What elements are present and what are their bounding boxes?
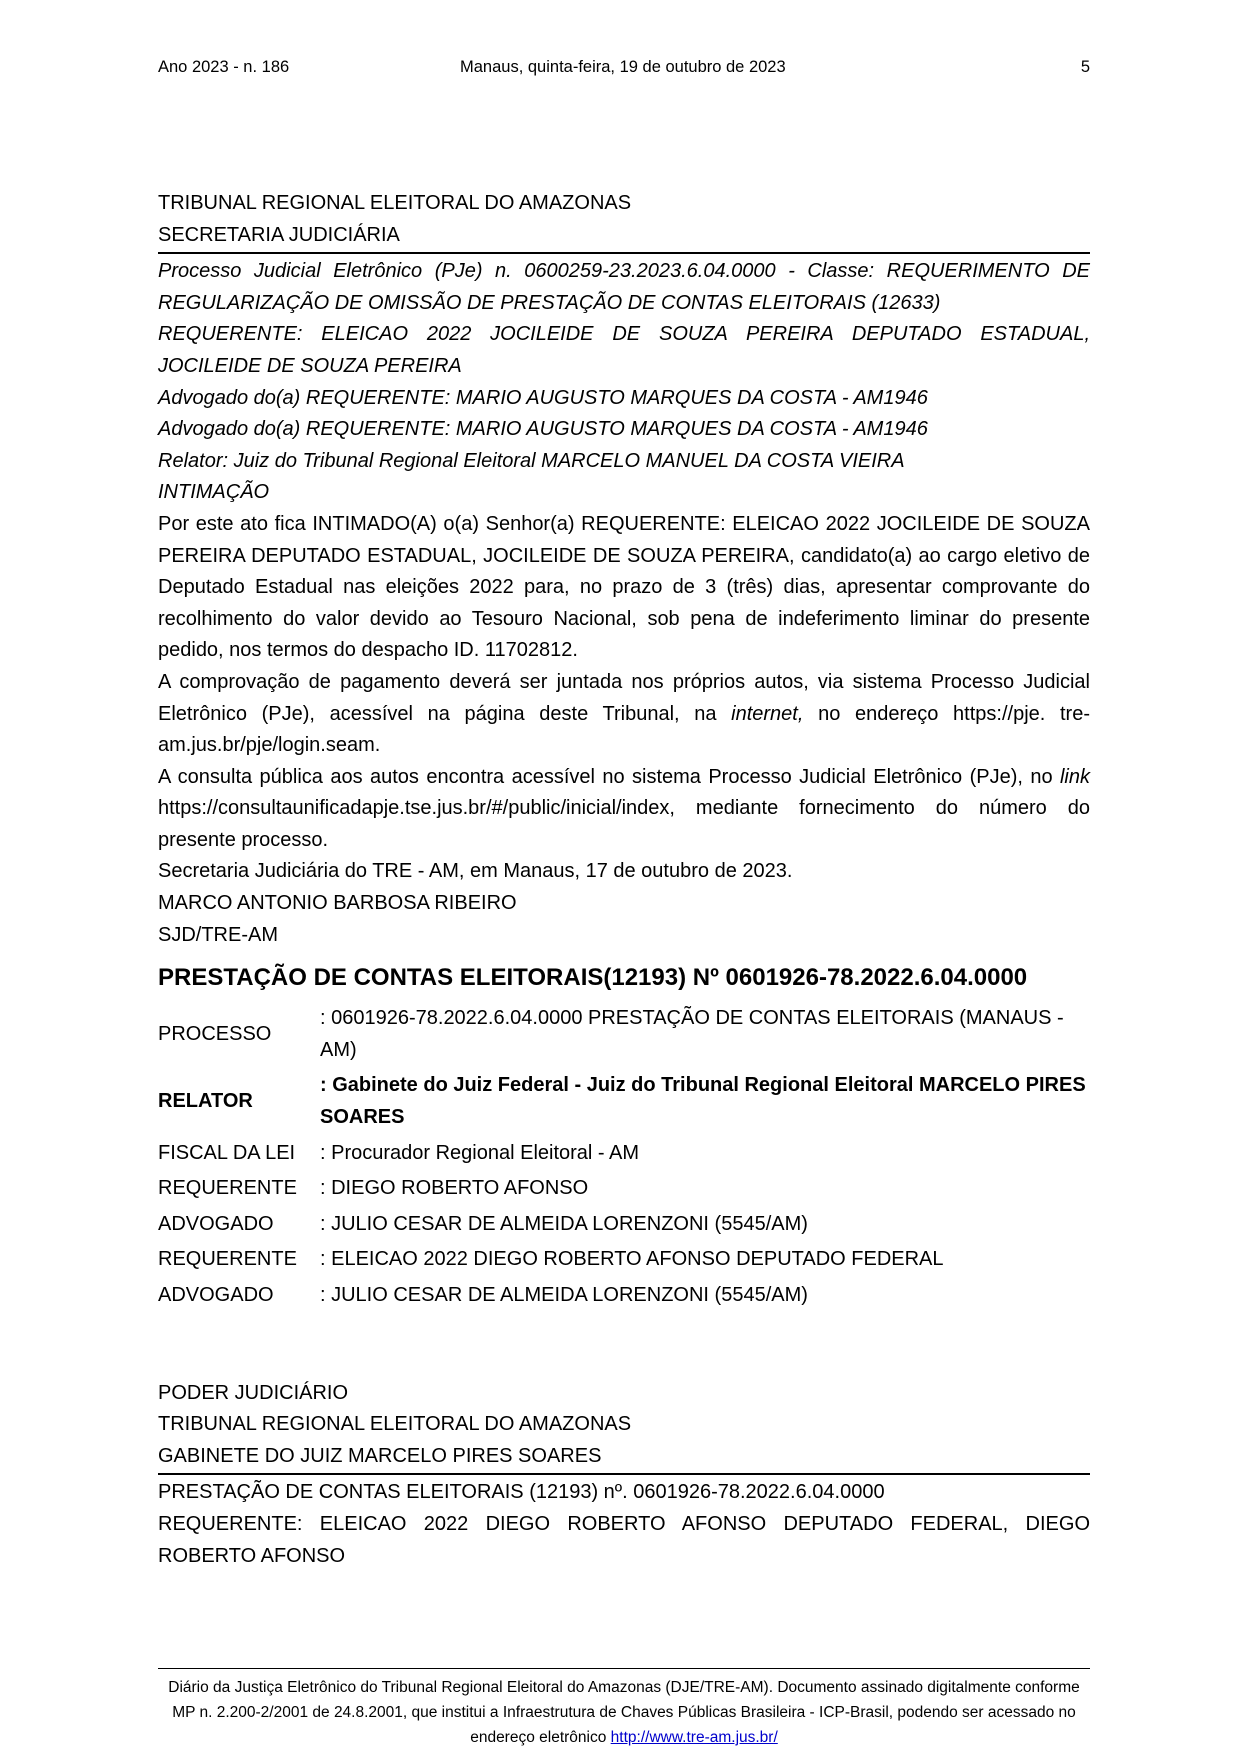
row-value: : ELEICAO 2022 DIEGO ROBERTO AFONSO DEPUTADO FEDERAL <box>320 1248 944 1271</box>
row-key: ADVOGADO <box>158 1212 274 1235</box>
signatory-name: MARCO ANTONIO BARBOSA RIBEIRO <box>158 892 517 915</box>
process-heading: Processo Judicial Eletrônico (PJe) n. 0600259-23.2023.6.04.0000 - Classe: REQUERIMENTO DE REGULARIZAÇÃO DE OMISSÃO DE PRESTAÇÃO DE CONTAS ELEITORAIS (12633) <box>158 260 1090 314</box>
row-value: : JULIO CESAR DE ALMEIDA LORENZONI (5545/AM) <box>320 1284 808 1306</box>
table-row <box>158 1209 1090 1245</box>
payment-paragraph: A comprovação de pagamento deverá ser juntada nos próprios autos, via sistema Processo Judicial Eletrônico (PJe), acessível na página deste Tribunal, na internet, no endereço https://pje. tre-am.jus.br/pje/login.seam. <box>158 670 1090 757</box>
row-key: REQUERENTE <box>158 1177 297 1200</box>
issue-date: Manaus, quinta-feira, 19 de outubro de 2023 <box>460 58 786 76</box>
org-line: TRIBUNAL REGIONAL ELEITORAL DO AMAZONAS <box>158 192 632 214</box>
row-value: : Procurador Regional Eleitoral - AM <box>320 1141 640 1164</box>
section-divider <box>158 1473 1090 1475</box>
page-number: 5 <box>1080 58 1090 76</box>
advogado-line: Advogado do(a) REQUERENTE: MARIO AUGUSTO MARQUES DA COSTA - AM1946 <box>158 418 928 441</box>
section-title: PRESTAÇÃO DE CONTAS ELEITORAIS(12193) Nº 0601926-78.2022.6.04.0000 <box>158 964 1028 992</box>
table-row <box>158 1003 1090 1070</box>
footer-link[interactable]: http://www.tre-am.jus.br/ <box>610 1729 778 1746</box>
table-row <box>158 1173 1090 1209</box>
requerente-line: REQUERENTE: ELEICAO 2022 DIEGO ROBERTO AFONSO DEPUTADO FEDERAL, DIEGO ROBERTO AFONSO <box>158 1512 1090 1567</box>
page-content <box>158 188 1090 1572</box>
row-value: : JULIO CESAR DE ALMEIDA LORENZONI (5545/AM) <box>320 1212 808 1235</box>
footer-text: Diário da Justiça Eletrônico do Tribunal Regional Eleitoral do Amazonas (DJE/TRE-AM). Documento assinado digitalmente conforme MP n. 2.200-2/2001 de 24.8.2001, que institui a Infraestrutura de Chaves Públicas Brasileira - ICP-Brasil, podendo ser acessado no endereço eletrônico <box>168 1679 1080 1746</box>
org-line: PODER JUDICIÁRIO <box>158 1381 349 1404</box>
page-footer <box>158 1668 1090 1750</box>
org-line: GABINETE DO JUIZ MARCELO PIRES SOARES <box>158 1444 602 1467</box>
table-row <box>158 1070 1090 1137</box>
advogado-line: Advogado do(a) REQUERENTE: MARIO AUGUSTO MARQUES DA COSTA - AM1946 <box>158 386 928 409</box>
intimation-paragraph: Por este ato fica INTIMADO(A) o(a) Senhor(a) REQUERENTE: ELEICAO 2022 JOCILEIDE DE SOUZA PEREIRA DEPUTADO ESTADUAL, JOCILEIDE DE SOUZA PEREIRA, candidato(a) ao cargo eletivo de Deputado Estadual nas eleições 2022 para, no prazo de 3 (três) dias, apresentar comprovante do recolhimento do valor devido ao Tesouro Nacional, sob pena de indeferimento liminar do presente pedido, nos termos do despacho ID. 11702812. <box>158 512 1090 662</box>
table-row <box>158 1138 1090 1174</box>
row-key: PROCESSO <box>158 1023 272 1046</box>
intimacao-label: INTIMAÇÃO <box>158 481 270 504</box>
process-line: PRESTAÇÃO DE CONTAS ELEITORAIS (12193) nº. 0601926-78.2022.6.04.0000 <box>158 1481 885 1504</box>
table-row <box>158 1280 1090 1316</box>
row-key: ADVOGADO <box>158 1284 274 1306</box>
section-divider <box>158 252 1090 254</box>
running-header <box>158 58 1090 82</box>
table-row <box>158 1244 1090 1280</box>
consultation-paragraph: A consulta pública aos autos encontra acessível no sistema Processo Judicial Eletrônico (PJe), no link https://consultaunificadapje.tse.jus.br/#/public/inicial/index, mediante fornecimento do número do presente processo. <box>158 765 1090 851</box>
row-key: FISCAL DA LEI <box>158 1141 296 1164</box>
row-key: REQUERENTE <box>158 1248 297 1271</box>
issue-number: Ano 2023 - n. 186 <box>158 58 290 76</box>
requerente-line: REQUERENTE: ELEICAO 2022 JOCILEIDE DE SOUZA PEREIRA DEPUTADO ESTADUAL, JOCILEIDE DE SOUZA PEREIRA <box>158 323 1090 377</box>
row-value: : DIEGO ROBERTO AFONSO <box>320 1177 589 1200</box>
relator-line: Relator: Juiz do Tribunal Regional Eleitoral MARCELO MANUEL DA COSTA VIEIRA <box>158 449 905 472</box>
org-line: TRIBUNAL REGIONAL ELEITORAL DO AMAZONAS <box>158 1413 632 1436</box>
row-key: RELATOR <box>158 1090 253 1113</box>
closing-line: Secretaria Judiciária do TRE - AM, em Manaus, 17 de outubro de 2023. <box>158 860 793 883</box>
row-value: : Gabinete do Juiz Federal - Juiz do Tribunal Regional Eleitoral MARCELO PIRES SOARES <box>320 1074 1086 1129</box>
process-metadata-table <box>158 1003 1090 1315</box>
signatory-unit: SJD/TRE-AM <box>158 923 278 946</box>
row-value: : 0601926-78.2022.6.04.0000 PRESTAÇÃO DE CONTAS ELEITORAIS (MANAUS - AM) <box>320 1007 1064 1061</box>
org-line: SECRETARIA JUDICIÁRIA <box>158 223 400 246</box>
